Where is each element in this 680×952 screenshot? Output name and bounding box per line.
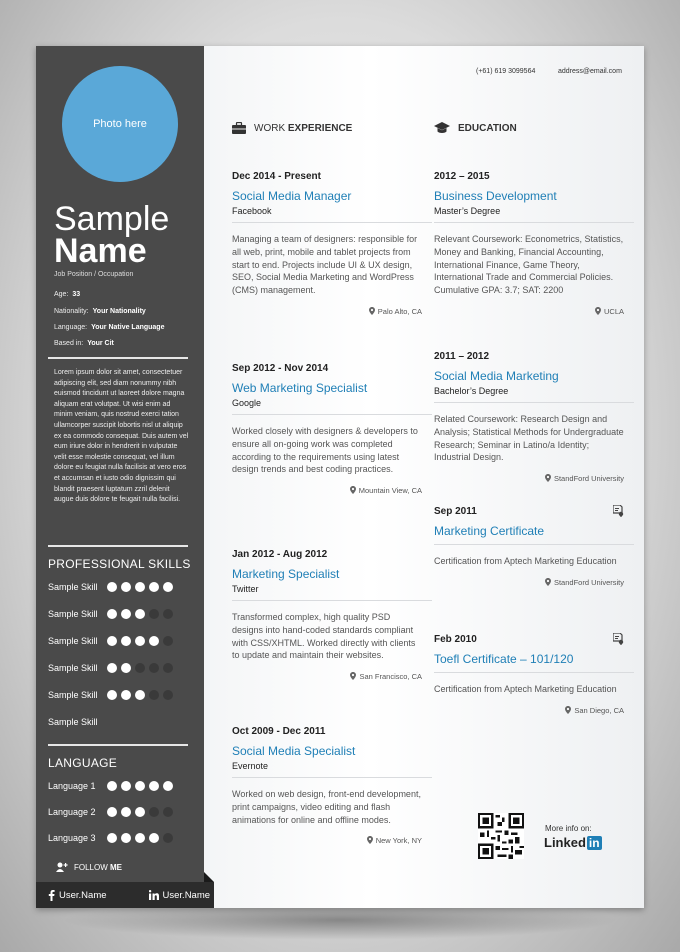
- skill-row: [48, 608, 198, 620]
- location-pin-icon: [367, 836, 373, 844]
- divider: [434, 544, 634, 545]
- rating-dot-filled: [121, 636, 131, 646]
- entry-organization: Master’s Degree: [434, 206, 501, 216]
- entry-date: Jan 2012 - Aug 2012: [232, 549, 328, 560]
- location-pin-icon: [350, 672, 356, 680]
- rating-dot-empty: [163, 636, 173, 646]
- entry-date: Oct 2009 - Dec 2011: [232, 726, 326, 737]
- entry-date: Feb 2010: [434, 633, 477, 645]
- divider: [434, 672, 634, 673]
- entry-location: San Francisco, CA: [232, 672, 422, 681]
- entry-location: StandFord University: [434, 578, 624, 587]
- rating-dot-filled: [121, 690, 131, 700]
- rating-dot-empty: [149, 663, 159, 673]
- info-age: Age: 33: [54, 291, 81, 298]
- rating-dot-filled: [135, 609, 145, 619]
- rating-dot-filled: [149, 582, 159, 592]
- entry-date: Sep 2011: [434, 505, 477, 517]
- divider: [434, 222, 634, 223]
- ribbon-fold: [204, 872, 214, 882]
- rating-dot-filled: [107, 690, 117, 700]
- skills-title: PROFESSIONAL SKILLS: [48, 557, 191, 571]
- work-entry: [232, 363, 422, 495]
- certificate-icon: [613, 633, 624, 645]
- divider: [48, 744, 188, 746]
- user-add-icon: [56, 862, 68, 872]
- photo-label: Photo here: [93, 118, 147, 130]
- linkedin-icon: [149, 890, 159, 900]
- entry-description: Relevant Coursework: Econometrics, Statistics, Money and Banking, Financial Accounting, International Finance, Game Theory, International Trade and Commercial Policies. Cumulative GPA: 3.7; SAT: 2200: [434, 234, 624, 296]
- rating-dots: [107, 690, 173, 700]
- entry-date: Sep 2012 - Nov 2014: [232, 363, 329, 374]
- more-info-label: More info on:: [545, 824, 592, 833]
- rating-dot-filled: [163, 781, 173, 791]
- divider: [232, 600, 432, 601]
- divider: [48, 357, 188, 359]
- entry-description: Certification from Aptech Marketing Education: [434, 684, 617, 694]
- certificate-icon: [613, 505, 624, 517]
- education-entry: [434, 351, 624, 483]
- photo-placeholder: [62, 66, 178, 182]
- rating-dot-filled: [107, 636, 117, 646]
- education-entry: [434, 171, 624, 316]
- entry-organization: Bachelor’s Degree: [434, 386, 509, 396]
- rating-dot-filled: [121, 807, 131, 817]
- location-pin-icon: [545, 578, 551, 586]
- location-pin-icon: [565, 706, 571, 714]
- info-based-in: Based in: Your Cit: [54, 340, 114, 347]
- entry-role: Marketing Specialist: [232, 567, 340, 581]
- job-position: Job Position / Occupation: [54, 271, 134, 278]
- entry-description: Related Coursework: Research Design and Analysis; Statistical Methods for Undergraduate Research; Seminar in Latino/a Identity; Industrial Design.: [434, 414, 624, 463]
- rating-dots: [107, 833, 173, 843]
- entry-location: New York, NY: [232, 836, 422, 845]
- entry-role: Social Media Manager: [232, 189, 352, 203]
- entry-organization: Twitter: [232, 584, 259, 594]
- briefcase-icon: [232, 122, 246, 134]
- skill-label: Sample Skill: [48, 636, 98, 646]
- rating-dot-filled: [107, 833, 117, 843]
- location-pin-icon: [595, 307, 601, 315]
- language-row: [48, 806, 198, 818]
- entry-role: Social Media Marketing: [434, 369, 559, 383]
- entry-organization: Google: [232, 398, 262, 408]
- skill-label: Sample Skill: [48, 717, 98, 727]
- skill-row: [48, 689, 198, 701]
- rating-dot-filled: [135, 807, 145, 817]
- rating-dot-empty: [163, 833, 173, 843]
- skill-row: [48, 635, 198, 647]
- entry-location: San Diego, CA: [434, 706, 624, 715]
- rating-dots: [107, 807, 173, 817]
- work-experience-heading: WORK EXPERIENCE: [232, 122, 352, 134]
- rating-dot-filled: [107, 663, 117, 673]
- entry-role: Business Development: [434, 189, 557, 203]
- divider: [232, 777, 432, 778]
- rating-dot-empty: [149, 690, 159, 700]
- skill-row: [48, 662, 198, 674]
- divider: [232, 414, 432, 415]
- rating-dot-filled: [149, 833, 159, 843]
- divider: [434, 402, 634, 403]
- rating-dot-filled: [107, 582, 117, 592]
- rating-dot-filled: [135, 636, 145, 646]
- skill-row: [48, 581, 198, 593]
- rating-dot-empty: [163, 690, 173, 700]
- divider: [48, 545, 188, 547]
- rating-dot-filled: [135, 690, 145, 700]
- education-entry: [434, 633, 624, 715]
- rating-dots: [107, 781, 173, 791]
- info-language: Language: Your Native Language: [54, 324, 165, 331]
- entry-role: Web Marketing Specialist: [232, 381, 368, 395]
- name-last: Name: [54, 232, 147, 270]
- sidebar: [36, 46, 211, 908]
- entry-date: 2011 – 2012: [434, 351, 490, 362]
- language-label: Language 1: [48, 781, 96, 791]
- rating-dot-filled: [149, 781, 159, 791]
- education-entry: [434, 505, 624, 587]
- skill-label: Sample Skill: [48, 690, 98, 700]
- name-first: Sample: [54, 200, 170, 238]
- language-label: Language 3: [48, 833, 96, 843]
- rating-dot-filled: [121, 663, 131, 673]
- rating-dot-empty: [135, 663, 145, 673]
- location-pin-icon: [545, 474, 551, 482]
- rating-dot-filled: [107, 807, 117, 817]
- rating-dot-empty: [163, 807, 173, 817]
- rating-dot-filled: [163, 582, 173, 592]
- entry-description: Worked closely with designers & developers to ensure all on-going work was completed according to the requirements using latest design trends and best coding practices.: [232, 426, 418, 475]
- skill-row: [48, 716, 198, 728]
- rating-dot-filled: [121, 609, 131, 619]
- rating-dot-filled: [107, 781, 117, 791]
- entry-location: StandFord University: [434, 474, 624, 483]
- language-label: Language 2: [48, 807, 96, 817]
- skill-label: Sample Skill: [48, 609, 98, 619]
- info-nationality: Nationality: Your Nationality: [54, 308, 146, 315]
- follow-me[interactable]: FOLLOW ME: [56, 862, 122, 872]
- rating-dot-filled: [121, 582, 131, 592]
- rating-dot-filled: [135, 833, 145, 843]
- rating-dot-filled: [121, 781, 131, 791]
- divider: [232, 222, 432, 223]
- rating-dot-empty: [149, 807, 159, 817]
- rating-dot-filled: [107, 609, 117, 619]
- entry-location: Palo Alto, CA: [232, 307, 422, 316]
- rating-dots: [107, 663, 173, 673]
- location-pin-icon: [369, 307, 375, 315]
- facebook-icon: [48, 890, 55, 901]
- about-text: Lorem ipsum dolor sit amet, consectetuer adipiscing elit, sed diam nonummy nibh euismod tincidunt ut laoreet dolore magna aliquam erat volutpat. Ut wisi enim ad minim veniam, quis nostrud exerci tation ullamcorper suscipit lobortis nisl ut aliquip ex ea commodo consequat. Duis autem vel eum iriure dolor in hendrerit in vulputate velit esse molestie consequat, vel illum dolore eu feugiat nulla facilisis at vero eros et accumsan et iusto odio dignissim qui blandit praesent luptatum zzril delenit augue duis dolore te feugait nulla facilisi.: [54, 369, 189, 504]
- language-row: [48, 832, 198, 844]
- entry-role: Toefl Certificate – 101/120: [434, 652, 574, 666]
- rating-dot-filled: [121, 833, 131, 843]
- linkedin-logo[interactable]: Linked in: [544, 835, 600, 850]
- entry-role: Social Media Specialist: [232, 744, 356, 758]
- qr-code: [478, 813, 524, 859]
- rating-dots: [107, 582, 173, 592]
- education-heading: EDUCATION: [434, 122, 517, 134]
- rating-dot-empty: [149, 609, 159, 619]
- contact-phone: (+61) 619 3099564: [476, 68, 536, 75]
- contact-email[interactable]: address@email.com: [558, 68, 622, 75]
- rating-dots: [107, 636, 173, 646]
- entry-organization: Facebook: [232, 206, 272, 216]
- social-bar: [36, 882, 214, 908]
- language-row: [48, 780, 198, 792]
- rating-dot-filled: [135, 582, 145, 592]
- rating-dot-empty: [163, 609, 173, 619]
- rating-dot-filled: [135, 781, 145, 791]
- location-pin-icon: [350, 486, 356, 494]
- entry-description: Worked on web design, front-end development, print campaigns, video editing and flash animations for online and offline modes.: [232, 789, 421, 825]
- entry-date: 2012 – 2015: [434, 171, 490, 182]
- entry-description: Managing a team of designers: responsible for all web, print, mobile and tablet projects from start to end. Projects include UI & UX design, SEO, Social Media Marketing and WordPress (CMS) management.: [232, 234, 418, 296]
- entry-location: Mountain View, CA: [232, 486, 422, 495]
- rating-dot-empty: [163, 663, 173, 673]
- entry-description: Certification from Aptech Marketing Education: [434, 556, 617, 566]
- skill-label: Sample Skill: [48, 663, 98, 673]
- resume-page: [36, 46, 644, 908]
- graduation-cap-icon: [434, 122, 450, 134]
- linkedin-link[interactable]: User.Name: [149, 890, 211, 901]
- skill-label: Sample Skill: [48, 582, 98, 592]
- work-entry: [232, 726, 422, 845]
- work-entry: [232, 549, 422, 681]
- facebook-link[interactable]: User.Name: [48, 890, 107, 901]
- entry-organization: Evernote: [232, 761, 269, 771]
- entry-date: Dec 2014 - Present: [232, 171, 321, 182]
- rating-dot-filled: [149, 636, 159, 646]
- entry-location: UCLA: [434, 307, 624, 316]
- entry-role: Marketing Certificate: [434, 524, 545, 538]
- work-entry: [232, 171, 422, 316]
- rating-dots: [107, 609, 173, 619]
- language-title: LANGUAGE: [48, 756, 118, 770]
- entry-description: Transformed complex, high quality PSD designs into hand-coded standards compliant with CSS/XHTML. Worked directly with clients to update and maintain their websites.: [232, 612, 416, 661]
